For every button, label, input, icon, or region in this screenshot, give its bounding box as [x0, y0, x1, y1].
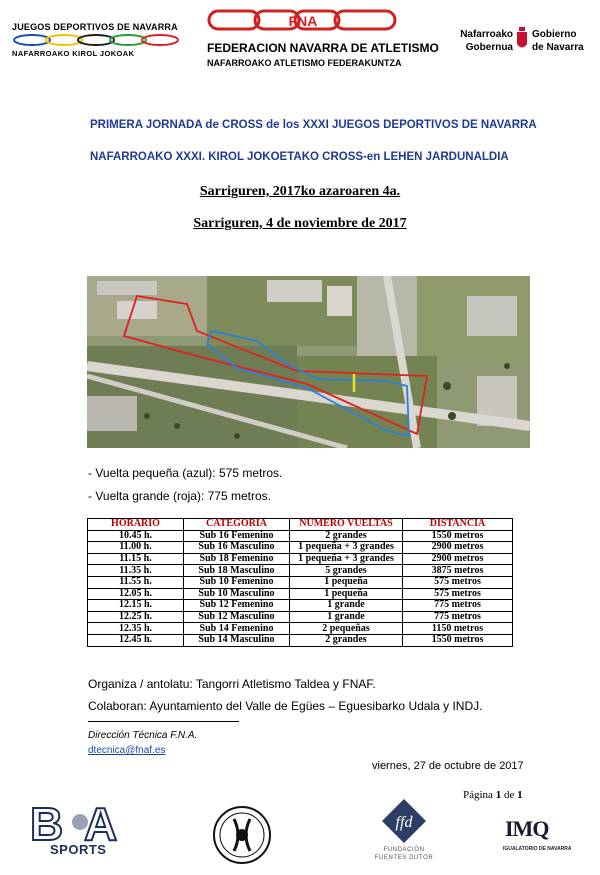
fundacion-fuentes-dutor-logo [364, 797, 444, 867]
cell-time: 10.45 h. [88, 530, 184, 542]
large-lap-info: - Vuelta grande (roja): 775 metros. [88, 489, 271, 503]
cell-laps: 1 pequeña + 3 grandes [290, 542, 403, 554]
imq-logo [503, 816, 571, 860]
svg-text:ffd: ffd [395, 814, 413, 831]
cell-distance: 2900 metros [403, 542, 513, 554]
cell-laps: 1 pequeña [290, 576, 403, 588]
cell-time: 11.00 h. [88, 542, 184, 554]
event-date-eu: Sarriguren, 2017ko azaroaren 4a. [199, 184, 401, 199]
cell-distance: 1150 metros [403, 623, 513, 635]
cell-category: Sub 14 Masculino [184, 634, 290, 646]
event-title-eu: NAFARROAKO XXXI. KIROL JOKOETAKO CROSS-en LEHEN JARDUNALDIA [90, 151, 509, 163]
ba-sports-logo [28, 800, 132, 860]
table-row [88, 565, 513, 577]
header-horario: HORARIO [88, 519, 184, 531]
cell-distance: 775 metros [403, 611, 513, 623]
technical-direction: Dirección Técnica F.N.A. [88, 730, 198, 741]
contact-email-link[interactable]: dtecnica@fnaf.es [88, 745, 166, 756]
cell-laps: 2 grandes [290, 530, 403, 542]
juegos-logo-title: JUEGOS DEPORTIVOS DE NAVARRA [12, 22, 178, 32]
cell-laps: 2 pequeñas [290, 623, 403, 635]
cell-distance: 1550 metros [403, 530, 513, 542]
cell-time: 12.15 h. [88, 600, 184, 612]
header-distancia: DISTANCIA [403, 519, 513, 531]
fd-emblem-icon [364, 797, 444, 845]
cell-category: Sub 10 Masculino [184, 588, 290, 600]
cell-distance: 3875 metros [403, 565, 513, 577]
ba-emblem-icon [28, 800, 132, 844]
cell-time: 12.35 h. [88, 623, 184, 635]
page-of: de [503, 789, 515, 801]
page-prefix: Página [463, 789, 493, 801]
event-title-es: PRIMERA JORNADA de CROSS de los XXXI JUEGOS DEPORTIVOS DE NAVARRA [90, 119, 537, 131]
cell-time: 12.25 h. [88, 611, 184, 623]
page-current: 1 [495, 789, 502, 801]
gov-basque-line1: Nafarroako [460, 29, 513, 40]
table-row [88, 623, 513, 635]
cell-category: Sub 18 Femenino [184, 553, 290, 565]
schedule-header-row [88, 519, 513, 531]
cell-laps: 1 grande [290, 600, 403, 612]
cell-distance: 575 metros [403, 576, 513, 588]
organizer-text: Organiza / antolatu: Tangorri Atletismo Taldea y FNAF. [88, 677, 376, 691]
fna-logo-block [207, 8, 439, 68]
document-date: viernes, 27 de octubre de 2017 [372, 760, 524, 772]
cell-laps: 1 grande [290, 611, 403, 623]
cell-distance: 2900 metros [403, 553, 513, 565]
course-aerial-map [87, 276, 530, 448]
cell-laps: 1 pequeña [290, 588, 403, 600]
page-number [463, 789, 523, 801]
federacion-name: FEDERACION NAVARRA DE ATLETISMO [207, 41, 439, 55]
table-row [88, 611, 513, 623]
cell-time: 11.15 h. [88, 553, 184, 565]
cell-time: 11.55 h. [88, 576, 184, 588]
gov-spanish-line2: de Navarra [532, 42, 584, 53]
svg-text:B: B [30, 800, 64, 844]
svg-text:A: A [84, 800, 118, 844]
fd-caption-2: FUENTES DUTOR [374, 855, 434, 861]
table-row [88, 600, 513, 612]
page-total: 1 [517, 789, 523, 801]
ba-sports-text: SPORTS [50, 842, 107, 857]
cell-distance: 1550 metros [403, 634, 513, 646]
juegos-logo-subtitle: NAFARROAKO KIROL JOKOAK [12, 49, 135, 58]
navarra-shield-icon [516, 26, 528, 52]
cell-category: Sub 10 Femenino [184, 576, 290, 588]
fd-caption-1: FUNDACIÓN [383, 847, 425, 853]
schedule-table [87, 518, 513, 647]
header-categoria: CATEGORIA [184, 519, 290, 531]
signature-divider [88, 721, 239, 722]
cell-category: Sub 18 Masculino [184, 565, 290, 577]
cell-category: Sub 16 Masculino [184, 542, 290, 554]
cell-distance: 775 metros [403, 600, 513, 612]
cell-category: Sub 12 Masculino [184, 611, 290, 623]
juegos-deportivos-logo [12, 22, 184, 58]
gov-spanish-line1: Gobierno [532, 29, 577, 40]
rings-icon [12, 33, 182, 47]
table-row [88, 588, 513, 600]
cell-time: 12.05 h. [88, 588, 184, 600]
cell-laps: 1 pequeña + 3 grandes [290, 553, 403, 565]
fna-chain-logo [207, 8, 399, 34]
small-lap-info: - Vuelta pequeña (azul): 575 metros. [88, 466, 283, 480]
ball-sport-logo [212, 805, 272, 865]
table-row [88, 634, 513, 646]
table-row [88, 553, 513, 565]
table-row [88, 576, 513, 588]
collaborators-text: Colaboran: Ayuntamiento del Valle de Egües – Eguesibarko Udala y INDJ. [88, 699, 483, 713]
cell-time: 11.35 h. [88, 565, 184, 577]
cell-time: 12.45 h. [88, 634, 184, 646]
table-row [88, 542, 513, 554]
cell-category: Sub 12 Femenino [184, 600, 290, 612]
table-row [88, 530, 513, 542]
cell-laps: 5 grandes [290, 565, 403, 577]
imq-text: IMQ [505, 816, 549, 841]
cell-distance: 575 metros [403, 588, 513, 600]
fna-logo-text: FNA [288, 13, 318, 29]
federakuntza-name: NAFARROAKO ATLETISMO FEDERAKUNTZA [207, 58, 402, 68]
cell-laps: 2 grandes [290, 634, 403, 646]
imq-subtitle: IGUALATORIO DE NAVARRA [503, 846, 572, 852]
cell-category: Sub 14 Femenino [184, 623, 290, 635]
event-date-es: Sarriguren, 4 de noviembre de 2017 [193, 216, 407, 231]
gov-basque-line2: Gobernua [465, 42, 513, 53]
header-numero-vueltas: NUMERO VUELTAS [290, 519, 403, 531]
cell-category: Sub 16 Femenino [184, 530, 290, 542]
